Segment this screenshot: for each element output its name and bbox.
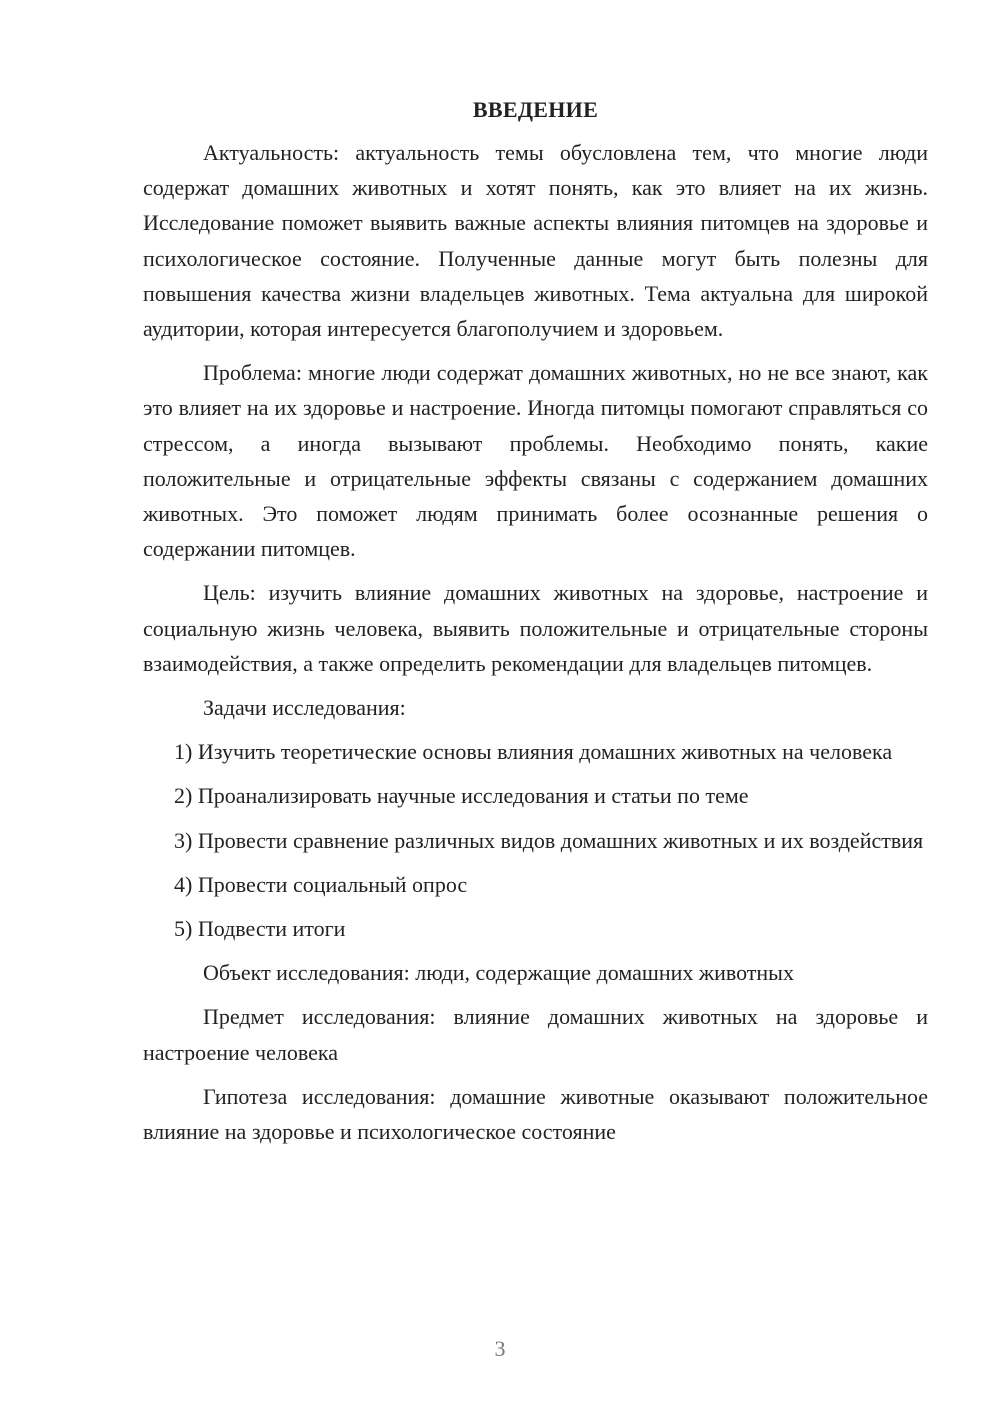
paragraph-problem: Проблема: многие люди содержат домашних животных, но не все знают, как это влияет на их здоровье и настроение. Иногда питомцы помогают справляться со стрессом, а иногда вызывают проблемы. Необходимо понять, какие положительные и отрицательные эффекты связаны с содержанием домашних животных. Это поможет людям принимать более осознанные решения о содержании питомцев.	[143, 360, 928, 562]
task-list	[143, 734, 928, 946]
section-heading: ВВЕДЕНИЕ	[472, 97, 599, 122]
paragraph-goal: Цель: изучить влияние домашних животных на здоровье, настроение и социальную жизнь человека, выявить положительные и отрицательные стороны взаимодействия, а также определить рекомендации для владельцев питомцев.	[143, 580, 928, 676]
tasks-heading: Задачи исследования:	[203, 695, 406, 721]
document-page	[143, 92, 928, 1158]
task-item-5: 5) Подвести итоги	[174, 916, 346, 942]
paragraph-relevance: Актуальность: актуальность темы обусловлена тем, что многие люди содержат домашних животных и хотят понять, как это влияет на их жизнь. Исследование поможет выявить важные аспекты влияния питомцев на здоровье и психологическое состояние. Полученные данные могут быть полезны для повышения качества жизни владельцев животных. Тема актуальна для широкой аудитории, которая интересуется благополучием и здоровьем.	[143, 140, 928, 342]
paragraph-object: Объект исследования: люди, содержащие домашних животных	[203, 960, 794, 986]
task-item-2: 2) Проанализировать научные исследования и статьи по теме	[174, 783, 749, 809]
page-number: 3	[494, 1336, 506, 1361]
task-item-4: 4) Провести социальный опрос	[174, 871, 468, 897]
task-item-1: 1) Изучить теоретические основы влияния домашних животных на человека	[174, 739, 893, 765]
paragraph-subject: Предмет исследования: влияние домашних животных на здоровье и настроение человека	[143, 1004, 928, 1065]
paragraph-hypothesis: Гипотеза исследования: домашние животные оказывают положительное влияние на здоровье и психологическое состояние	[143, 1083, 928, 1145]
task-item-3: 3) Провести сравнение различных видов домашних животных и их воздействия	[174, 827, 924, 853]
